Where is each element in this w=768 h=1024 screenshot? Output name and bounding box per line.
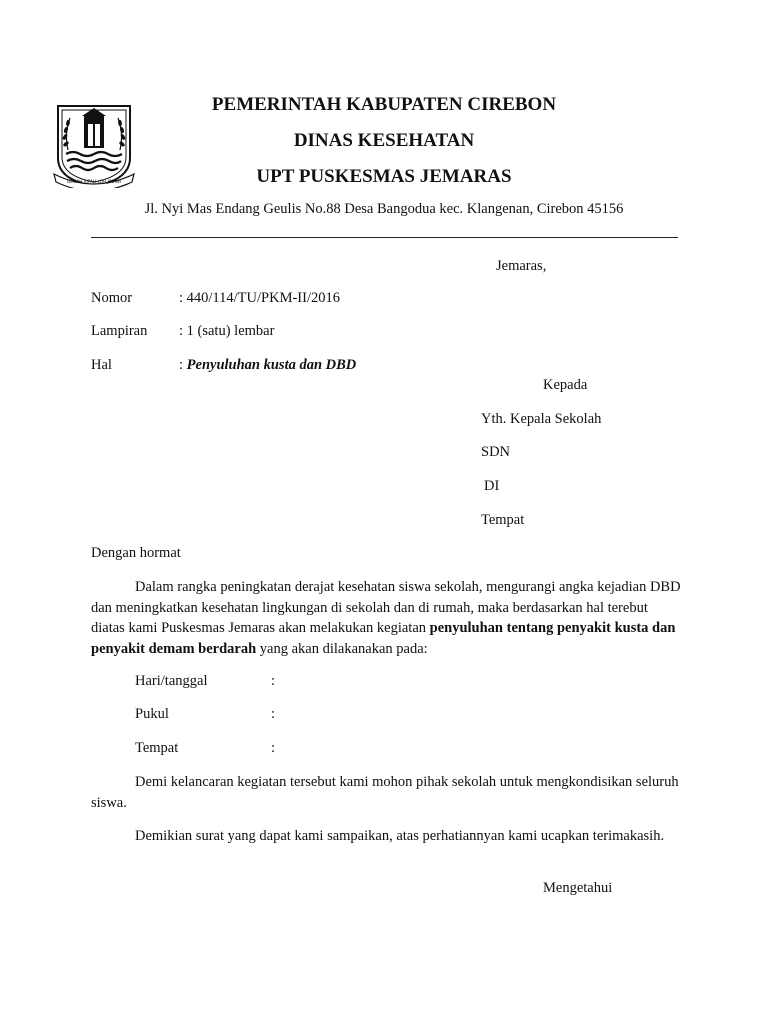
paragraph-1-text-end: yang akan dilakanakan pada: — [256, 640, 428, 657]
nomor-value: : 440/114/TU/PKM-II/2016 — [179, 290, 340, 306]
lampiran-value: : 1 (satu) lembar — [179, 323, 275, 339]
paragraph-1-text: Dalam rangka peningkatan derajat kesehatan siswa sekolah, mengurangi angka kejadian DBD dan meningkatkan kesehatan lingkungan di sekolah dan di rumah, maka berdasarkan hal terebut diatas kami Puskesmas Jemaras akan melakukan kegiatan — [91, 579, 681, 636]
hal-value: Penyuluhan kusta dan DBD — [186, 357, 357, 373]
header-divider — [91, 237, 678, 238]
recipient-di: DI — [484, 478, 500, 494]
detail-tempat-label: Tempat — [135, 740, 179, 756]
header-line-1: PEMERINTAH KABUPATEN CIREBON — [211, 94, 557, 115]
recipient-kepada: Kepada — [543, 377, 588, 393]
header-line-3: UPT PUSKESMAS JEMARAS — [256, 166, 512, 187]
svg-text:GEMAH RIPAH LOH JINAWI: GEMAH RIPAH LOH JINAWI — [66, 179, 122, 184]
paragraph-1-bold: penyuluhan tentang penyakit kusta dan penyakit demam berdarah — [91, 620, 676, 657]
letter-place: Jemaras, — [496, 258, 547, 274]
detail-hari-tanggal-label: Hari/tanggal — [135, 673, 208, 689]
detail-pukul-label: Pukul — [135, 706, 169, 722]
detail-tempat-colon: : — [271, 740, 276, 756]
detail-pukul-colon: : — [271, 706, 276, 722]
hal-colon: : — [179, 357, 187, 373]
header-address: Jl. Nyi Mas Endang Geulis No.88 Desa Bangodua kec. Klangenan, Cirebon 45156 — [144, 201, 624, 217]
paragraph-3: Demikian surat yang dapat kami sampaikan, atas perhatiannyan kami ucapkan terimakasih. — [135, 828, 665, 844]
nomor-label: Nomor — [91, 290, 133, 306]
recipient-tempat: Tempat — [481, 512, 525, 528]
lampiran-label: Lampiran — [91, 323, 148, 339]
hal-field — [179, 357, 356, 374]
closing-mengetahui: Mengetahui — [543, 880, 613, 896]
recipient-sdn: SDN — [481, 444, 511, 460]
salutation: Dengan hormat — [91, 545, 181, 561]
paragraph-2: Demi kelancaran kegiatan tersebut kami mohon pihak sekolah untuk mengkondisikan seluruh siswa. — [91, 774, 679, 811]
detail-hari-tanggal-colon: : — [271, 673, 276, 689]
hal-label: Hal — [91, 357, 112, 373]
recipient-yth: Yth. Kepala Sekolah — [481, 411, 602, 427]
header-line-2: DINAS KESEHATAN — [293, 130, 475, 151]
paragraph-1 — [91, 577, 681, 659]
